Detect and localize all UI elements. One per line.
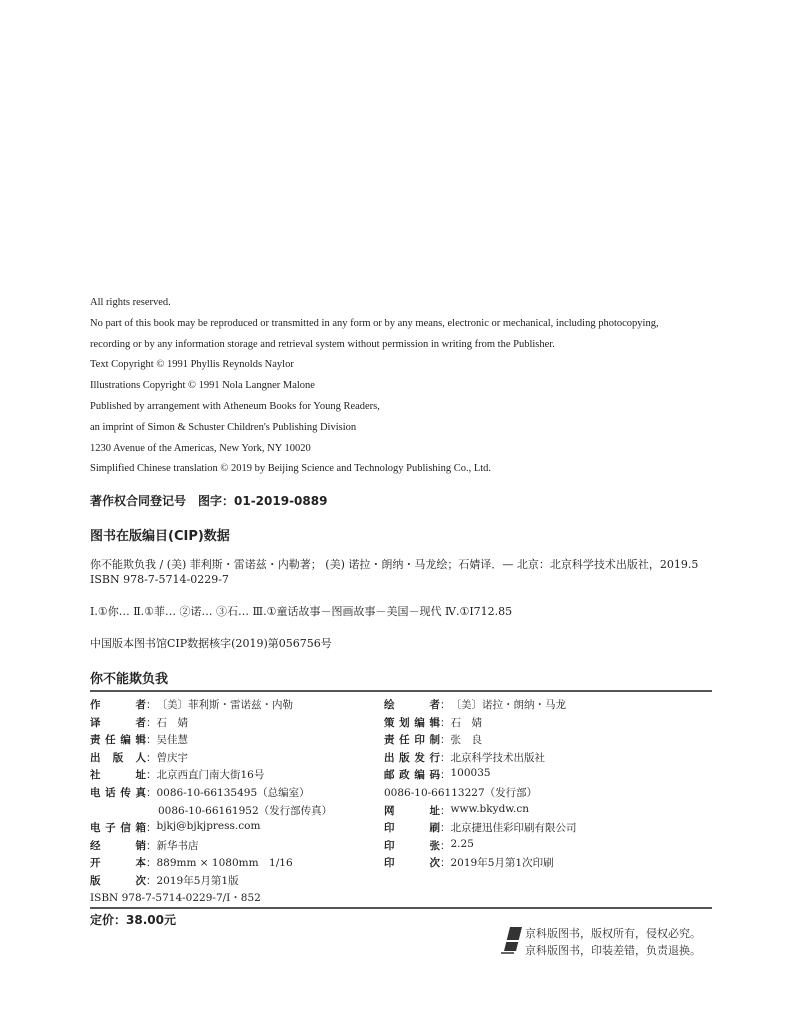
info-value: 曾庆宇: [156, 751, 188, 764]
info-label: 社址: [90, 769, 146, 782]
info-row: 出版人 ： 曾庆宇: [90, 751, 188, 764]
price: 定价：38.00元: [90, 913, 176, 927]
english-line: 1230 Avenue of the Americas, New York, NY 10020: [90, 442, 311, 454]
info-row: 电子信箱 ： bjkj@bjkjpress.com: [90, 820, 261, 835]
info-row: 社址 ： 北京西直门南大街16号: [90, 769, 265, 782]
info-row: 印张 ： 2.25: [384, 837, 474, 852]
info-row: 版次 ： 2019年5月第1版: [90, 875, 239, 887]
info-label: 绘者: [384, 699, 440, 711]
cip-title: 图书在版编目(CIP)数据: [90, 529, 230, 544]
info-value: 石 婧: [156, 716, 188, 729]
info-value: 〔美〕菲利斯・雷诺兹・内勒: [156, 699, 293, 711]
publisher-logo-icon: [500, 925, 524, 955]
cip-line: 你不能欺负我 / (美) 菲利斯・雷诺兹・内勒著； (美) 诺拉・朗纳・马龙绘；石婧译．— 北京：北京科学技术出版社，2019.5: [90, 558, 699, 571]
info-label: 译者: [90, 716, 146, 729]
info-row: 经销 ： 新华书店: [90, 839, 199, 852]
notice-line: 京科版图书，印装差错，负责退换。: [525, 944, 701, 957]
english-line: Simplified Chinese translation © 2019 by Beijing Science and Technology Publishing Co., Ltd.: [90, 463, 492, 475]
info-row: 责任印制 ： 张 良: [384, 734, 482, 747]
isbn-full: ISBN 978-7-5714-0229-7/I・852: [90, 892, 261, 904]
info-value: 100035: [450, 767, 491, 780]
info-row: 绘者 ： 〔美〕诺拉・朗纳・马龙: [384, 699, 566, 711]
info-value: 北京西直门南大街16号: [156, 769, 265, 782]
info-row: 译者 ： 石 婧: [90, 716, 188, 729]
info-row: 印刷 ： 北京捷迅佳彩印刷有限公司: [384, 822, 577, 835]
info-row: 作者 ： 〔美〕菲利斯・雷诺兹・内勒: [90, 699, 293, 711]
english-line: Text Copyright © 1991 Phyllis Reynolds Naylor: [90, 359, 294, 371]
info-value: 2.25: [450, 837, 474, 850]
info-row: 印次 ： 2019年5月第1次印刷: [384, 857, 554, 870]
info-label: 责任印制: [384, 734, 440, 747]
english-line: Illustrations Copyright © 1991 Nola Langner Malone: [90, 380, 315, 392]
info-value: 张 良: [450, 734, 482, 747]
cip-verify: 中国版本图书馆CIP数据核字(2019)第056756号: [90, 637, 332, 650]
english-line: Published by arrangement with Atheneum Books for Young Readers,: [90, 400, 380, 412]
info-label: 经销: [90, 839, 146, 852]
notice: [525, 925, 701, 959]
info-label: 出版人: [90, 751, 146, 764]
info-label: 电子信箱: [90, 822, 146, 835]
info-label: 策划编辑: [384, 716, 440, 729]
info-row: 网址 ： www.bkydw.cn: [384, 802, 530, 817]
info-row: 电话传真 ： 0086-10-66135495（总编室）: [90, 787, 310, 799]
english-copyright-block: [90, 293, 659, 480]
info-label: 作者: [90, 699, 146, 711]
info-row: [90, 803, 332, 818]
info-row: 出版发行 ： 北京科学技术出版社: [384, 751, 545, 764]
info-value: 北京捷迅佳彩印刷有限公司: [450, 822, 577, 835]
info-label: 网址: [384, 804, 440, 817]
info-row: 邮政编码 ： 100035: [384, 767, 491, 782]
info-label: 版次: [90, 875, 146, 887]
info-label: 印张: [384, 839, 440, 852]
info-value: 0086-10-66113227（发行部）: [384, 787, 538, 799]
info-value: 0086-10-66161952（发行部传真）: [158, 804, 333, 817]
info-value: www.bkydw.cn: [450, 802, 530, 815]
info-label: 电话传真: [90, 787, 146, 799]
info-value: 2019年5月第1次印刷: [450, 857, 554, 870]
info-value: 0086-10-66135495（总编室）: [156, 787, 310, 799]
notice-line: 京科版图书，版权所有，侵权必究。: [525, 927, 701, 940]
info-value: 889mm × 1080mm 1/16: [156, 857, 293, 870]
info-value: bjkj@bjkjpress.com: [156, 820, 261, 833]
info-label: 开本: [90, 857, 146, 870]
info-row: [384, 785, 537, 800]
info-label: 出版发行: [384, 751, 440, 764]
info-label: 印刷: [384, 822, 440, 835]
info-value: 石 婧: [450, 716, 482, 729]
english-line: an imprint of Simon & Schuster Children's Publishing Division: [90, 421, 357, 433]
english-line: All rights reserved.: [90, 297, 171, 308]
info-label: 责任编辑: [90, 734, 146, 747]
info-value: 〔美〕诺拉・朗纳・马龙: [450, 699, 566, 711]
cip-classification: Ⅰ.①你… Ⅱ.①菲… ②诺… ③石… Ⅲ.①童话故事－图画故事－美国－现代 Ⅳ.①I712.85: [90, 605, 513, 618]
book-title: 你不能欺负我: [90, 672, 169, 687]
info-label: 印次: [384, 857, 440, 870]
info-row: 策划编辑 ： 石 婧: [384, 716, 482, 729]
info-label: 邮政编码: [384, 769, 440, 782]
info-value: 2019年5月第1版: [156, 875, 239, 887]
info-value: 新华书店: [156, 839, 199, 852]
divider: [90, 907, 712, 909]
info-row: 责任编辑 ： 吴佳慧: [90, 734, 188, 747]
info-row: 开本 ： 889mm × 1080mm 1/16: [90, 857, 293, 870]
info-value: 北京科学技术出版社: [450, 751, 545, 764]
divider: [90, 690, 712, 692]
english-line: recording or by any information storage and retrieval system without permission in writing from the Publisher.: [90, 338, 555, 350]
info-value: 吴佳慧: [156, 734, 188, 747]
contract-registration: 著作权合同登记号 图字：01-2019-0889: [90, 494, 328, 508]
cip-isbn: ISBN 978-7-5714-0229-7: [90, 573, 229, 586]
english-line: No part of this book may be reproduced or transmitted in any form or by any means, electronic or mechanical, including photocopying,: [90, 317, 659, 329]
